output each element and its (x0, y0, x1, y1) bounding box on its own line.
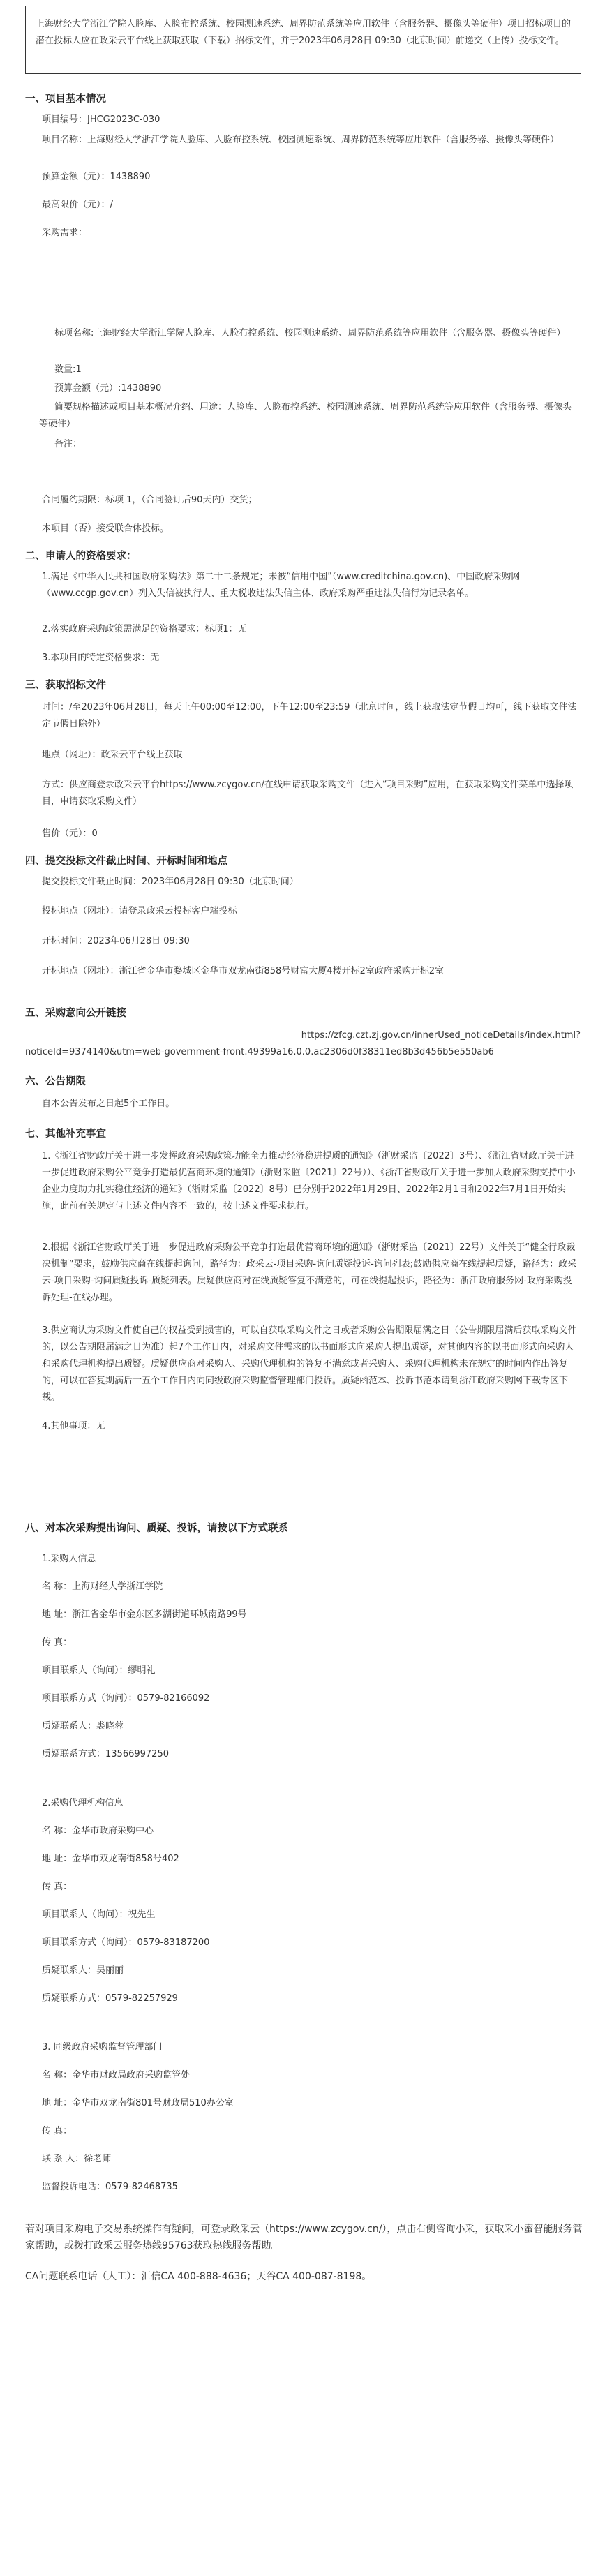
section-8-heading: 八、对本次采购提出询问、质疑、投诉，请按以下方式联系 (25, 1523, 288, 1534)
agency-complaint-contact: 质疑联系人：吴丽丽 (42, 1965, 124, 1976)
purchaser-complaint-contact: 质疑联系人：裘晓蓉 (42, 1721, 124, 1732)
supplement-4: 4.其他事项：无 (42, 1421, 105, 1431)
submission-place: 投标地点（网址）：请登录政采云投标客户端投标 (42, 906, 237, 916)
submission-deadline: 提交投标文件截止时间：2023年06月28日 09:30（北京时间） (42, 877, 299, 887)
notice-period: 自本公告发布之日起5个工作日。 (42, 1099, 175, 1109)
purchaser-name: 名 称：上海财经大学浙江学院 (42, 1581, 163, 1592)
intent-link[interactable] (25, 1027, 581, 1061)
agency-complaint-phone: 质疑联系方式：0579-82257929 (42, 1993, 178, 2004)
opening-place: 开标地点（网址）：浙江省金华市婺城区金华市双龙南街858号财富大厦4楼开标2室政府采购开标2室 (42, 966, 445, 976)
supervisor-contact: 联 系 人：徐老师 (42, 2154, 112, 2164)
purchaser-address: 地 址：浙江省金华市金东区多湖街道环城南路99号 (42, 1609, 247, 1620)
supervisor-info-title: 3. 同级政府采购监督管理部门 (42, 2042, 163, 2053)
supervisor-phone: 监督投诉电话：0579-82468735 (42, 2182, 178, 2192)
agency-info-title: 2.采购代理机构信息 (42, 1798, 124, 1808)
qualification-2: 2.落实政府采购政策需满足的资格要求：标项1：无 (42, 624, 247, 634)
contract-period: 合同履约期限：标项 1，（合同签订后90天内）交货； (42, 495, 257, 505)
obtain-method: 方式：供应商登录政采云平台https://www.zcygov.cn/在线申请获取采购文件（进入“项目采购”应用，在获取采购文件菜单中选择项目，申请获取采购文件） (42, 780, 574, 807)
summary-box (25, 6, 581, 74)
document-price: 售价（元）：0 (42, 828, 98, 839)
section-7-heading: 七、其他补充事宜 (25, 1129, 106, 1140)
supplement-3: 3.供应商认为采购文件使自己的权益受到损害的，可以自获取采购文件之日或者采购公告期限届满之日（公告期限届满后获取采购文件的，以公告期限届满之日为准）起7个工作日内，对采购文件需求的以书面形式向采购人提出质疑，对其他内容的以书面形式向采购人和采购代理机构提出质疑。质疑供应商对采购人、采购代理机构的答复不满意或者采购人、采购代理机构未在规定的时间内作出答复的，可以在答复期满后十五个工作日内向同级政府采购监督管理部门投诉。质疑函范本、投诉书范本请到浙江政府采购网下载专区下载。 (42, 1325, 577, 1403)
agency-phone: 项目联系方式（询问）：0579-83187200 (42, 1937, 210, 1948)
opening-time: 开标时间：2023年06月28日 09:30 (42, 936, 190, 946)
section-2-heading: 二、申请人的资格要求： (25, 551, 137, 562)
obtain-place: 地点（网址）：政采云平台线上获取 (42, 750, 183, 760)
agency-name: 名 称：金华市政府采购中心 (42, 1826, 154, 1836)
project-number: 项目编号：JHCG2023C-030 (42, 114, 160, 125)
purchaser-info-title: 1.采购人信息 (42, 1554, 96, 1564)
agency-fax: 传 真： (42, 1882, 73, 1892)
section-4-heading: 四、提交投标文件截止时间、开标时间和地点 (25, 856, 227, 867)
supervisor-fax: 传 真： (42, 2126, 73, 2136)
section-3-heading: 三、获取招标文件 (25, 680, 106, 691)
purchaser-phone: 项目联系方式（询问）：0579-82166092 (42, 1693, 210, 1704)
purchaser-complaint-phone: 质疑联系方式：13566997250 (42, 1749, 169, 1759)
section-6-heading: 六、公告期限 (25, 1076, 86, 1087)
bid-item-budget: 预算金额（元）:1438890 (54, 383, 162, 394)
agency-address: 地 址：金华市双龙南街858号402 (42, 1854, 179, 1864)
section-1-heading: 一、项目基本情况 (25, 94, 106, 105)
bid-item-quantity: 数量:1 (54, 364, 82, 375)
intent-link-line-2[interactable]: noticeId=9374140&utm=web-government-front.49399a16.0.0.ac2306d0f38311ed8b3d456b5e550ab6 (25, 1047, 494, 1057)
supervisor-name: 名 称：金华市财政局政府采购监管处 (42, 2070, 191, 2080)
footer-ca-contact: CA问题联系电话（人工）：汇信CA 400-888-4636；天谷CA 400-087-8198。 (25, 2271, 372, 2282)
section-5-heading: 五、采购意向公开链接 (25, 1008, 126, 1019)
supervisor-address: 地 址：金华市双龙南街801号财政局510办公室 (42, 2098, 234, 2108)
obtain-time: 时间：/至2023年06月28日，每天上午00:00至12:00，下午12:00至23:59（北京时间，线上获取法定节假日均可，线下获取文件法定节假日除外） (42, 702, 577, 729)
qualification-3: 3.本项目的特定资格要求：无 (42, 653, 160, 663)
intent-link-line-1[interactable]: https://zfcg.czt.zj.gov.cn/innerUsed_noticeDetails/index.html? (301, 1030, 581, 1041)
purchaser-fax: 传 真： (42, 1637, 73, 1648)
procurement-demand-label: 采购需求： (42, 228, 88, 238)
summary-text: 上海财经大学浙江学院人脸库、人脸布控系统、校园测速系统、周界防范系统等应用软件（含服务器、摄像头等硬件）项目招标项目的潜在投标人应在政采云平台线上获取获取（下载）招标文件，并于2023年06月28日 09:30（北京时间）前递交（上传）投标文件。 (36, 19, 572, 46)
max-price: 最高限价（元）：/ (42, 200, 113, 210)
supplement-1: 1.《浙江省财政厅关于进一步发挥政府采购政策功能全力推动经济稳进提质的通知》（浙财采监〔2022〕3号）、《浙江省财政厅关于进一步促进政府采购公平竞争打造最优营商环境的通知》（浙财采监〔2021〕22号））、《浙江省财政厅关于进一步加大政府采购支持中小企业力度助力扎实稳住经济的通知》（浙财采监〔2022〕8号）已分别于2022年1月29日、2022年2月1日和2022年7月1日开始实施，此前有关规定与上述文件内容不一致的，按上述文件要求执行。 (42, 1151, 576, 1212)
footer-help-text: 若对项目采购电子交易系统操作有疑问，可登录政采云（https://www.zcygov.cn/），点击右侧咨询小采，获取采小蜜智能服务管家帮助，或拨打政采云服务热线95763获取热线服务帮助。 (25, 2224, 583, 2251)
budget-amount: 预算金额（元）：1438890 (42, 172, 151, 182)
qualification-1: 1.满足《中华人民共和国政府采购法》第二十二条规定；未被“信用中国”（www.creditchina.gov.cn)、中国政府采购网（www.ccgp.gov.cn）列入失信被执行人、重大税收违法失信主体、政府采购严重违法失信行为记录名单。 (42, 572, 521, 599)
purchaser-contact: 项目联系人（询问）：缪明礼 (42, 1665, 156, 1676)
bid-item-spec: 简要规格描述或项目基本概况介绍、用途：人脸库、人脸布控系统、校园测速系统、周界防范系统等应用软件（含服务器、摄像头等硬件） (39, 402, 572, 429)
agency-contact: 项目联系人（询问）：祝先生 (42, 1909, 156, 1920)
bid-item-name: 标项名称:上海财经大学浙江学院人脸库、人脸布控系统、校园测速系统、周界防范系统等应用软件（含服务器、摄像头等硬件） (54, 328, 566, 338)
bid-item-remark: 备注： (54, 439, 82, 449)
consortium-note: 本项目（否）接受联合体投标。 (42, 523, 170, 534)
supplement-2: 2.根据《浙江省财政厅关于进一步促进政府采购公平竞争打造最优营商环境的通知》（浙财采监〔2021〕22号）文件关于“健全行政裁决机制”要求，鼓励供应商在线提起询问，路径为：政采云-项目采购-询问质疑投诉-询问列表;鼓励供应商在线提起质疑，路径为：政采云-项目采购-询问质疑投诉-质疑列表。质疑供应商对在线质疑答复不满意的，可在线提起投诉，路径为：浙江政府服务网-政府采购投诉处理-在线办理。 (42, 1242, 577, 1303)
project-name: 项目名称：上海财经大学浙江学院人脸库、人脸布控系统、校园测速系统、周界防范系统等应用软件（含服务器、摄像头等硬件） (42, 135, 560, 145)
